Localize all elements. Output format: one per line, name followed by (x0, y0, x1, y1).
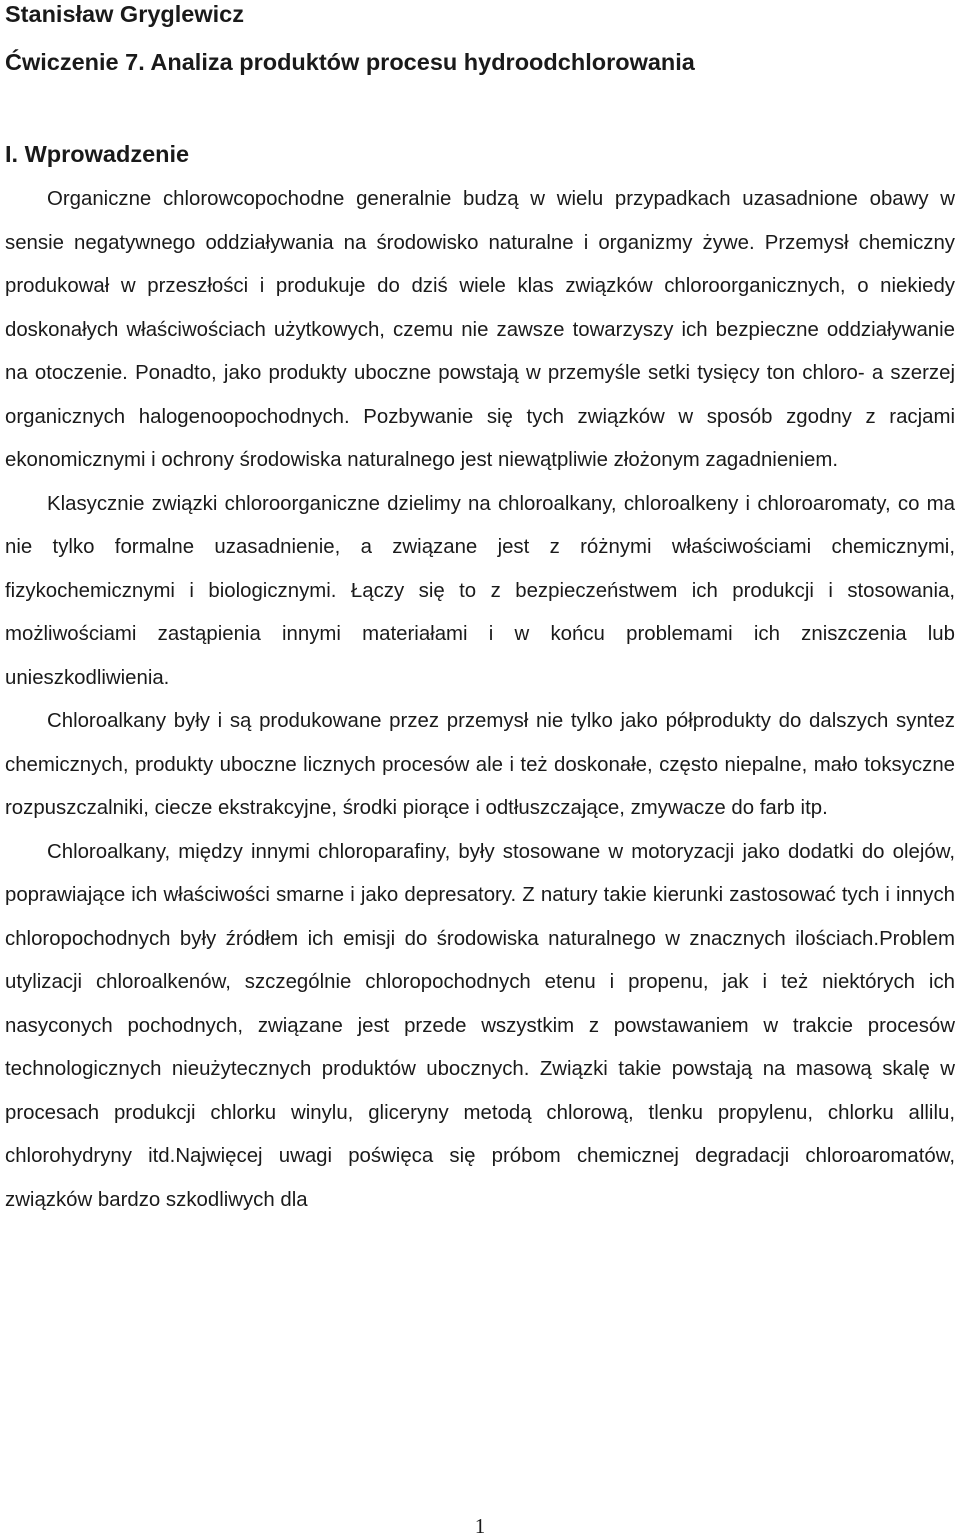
paragraph-4: Chloroalkany, między innymi chloroparafiny, były stosowane w motoryzacji jako dodatki do olejów, poprawiające ich właściwości smarne i jako depresatory. Z natury takie kierunki zastosować tych i innych chloropochodnych były źródłem ich emisji do środowiska naturalnego w znacznych ilościach.Problem utylizacji chloroalkenów, szczególnie chloropochodnych etenu i propenu, jak i też niektórych ich nasyconych pochodnych, związane jest przede wszystkim z powstawaniem w trakcie procesów technologicznych nieużytecznych produktów ubocznych. Związki takie powstają na masową skalę w procesach produkcji chlorku winylu, gliceryny metodą chlorową, tlenku propylenu, chlorku allilu, chlorohydryny itd.Najwięcej uwagi poświęca się próbom chemicznej degradacji chloroaromatów, związków bardzo szkodliwych dla (5, 840, 955, 1211)
paragraph-2: Klasycznie związki chloroorganiczne dzielimy na chloroalkany, chloroalkeny i chloroaromaty, co ma nie tylko formalne uzasadnienie, a związane jest z różnymi właściwościami chemicznymi, fizykochemicznymi i biologicznymi. Łączy się to z bezpieczeństwem ich produkcji i stosowania, możliwościami zastąpienia innymi materiałami i w końcu problemami ich zniszczenia lub unieszkodliwienia. (5, 492, 955, 689)
paragraph-1: Organiczne chlorowcopochodne generalnie budzą w wielu przypadkach uzasadnione obawy w sensie negatywnego oddziaływania na środowisko naturalne i organizmy żywe. Przemysł chemiczny produkował w przeszłości i produkuje do dziś wiele klas związków chloroorganicznych, o niekiedy doskonałych właściwościach użytkowych, czemu nie zawsze towarzyszy ich bezpieczne oddziaływanie na otoczenie. Ponadto, jako produkty uboczne powstają w przemyśle setki tysięcy ton chloro- a szerzej organicznych halogenoopochodnych. Pozbywanie się tych związków w sposób zgodny z racjami ekonomicznymi i ochrony środowiska naturalnego jest niewątpliwie złożonym zagadnieniem. (5, 188, 955, 471)
section-heading: I. Wprowadzenie (5, 141, 190, 167)
page-number: 1 (474, 1514, 486, 1538)
author-name: Stanisław Gryglewicz (5, 1, 245, 27)
body-text (5, 178, 955, 1222)
exercise-title: Ćwiczenie 7. Analiza produktów procesu hydroodchlorowania (5, 49, 695, 75)
paragraph-3: Chloroalkany były i są produkowane przez przemysł nie tylko jako półprodukty do dalszych syntez chemicznych, produkty uboczne licznych procesów ale i też doskonałe, często niepalne, mało toksyczne rozpuszczalniki, ciecze ekstrakcyjne, środki piorące i odtłuszczające, zmywacze do farb itp. (5, 710, 955, 819)
